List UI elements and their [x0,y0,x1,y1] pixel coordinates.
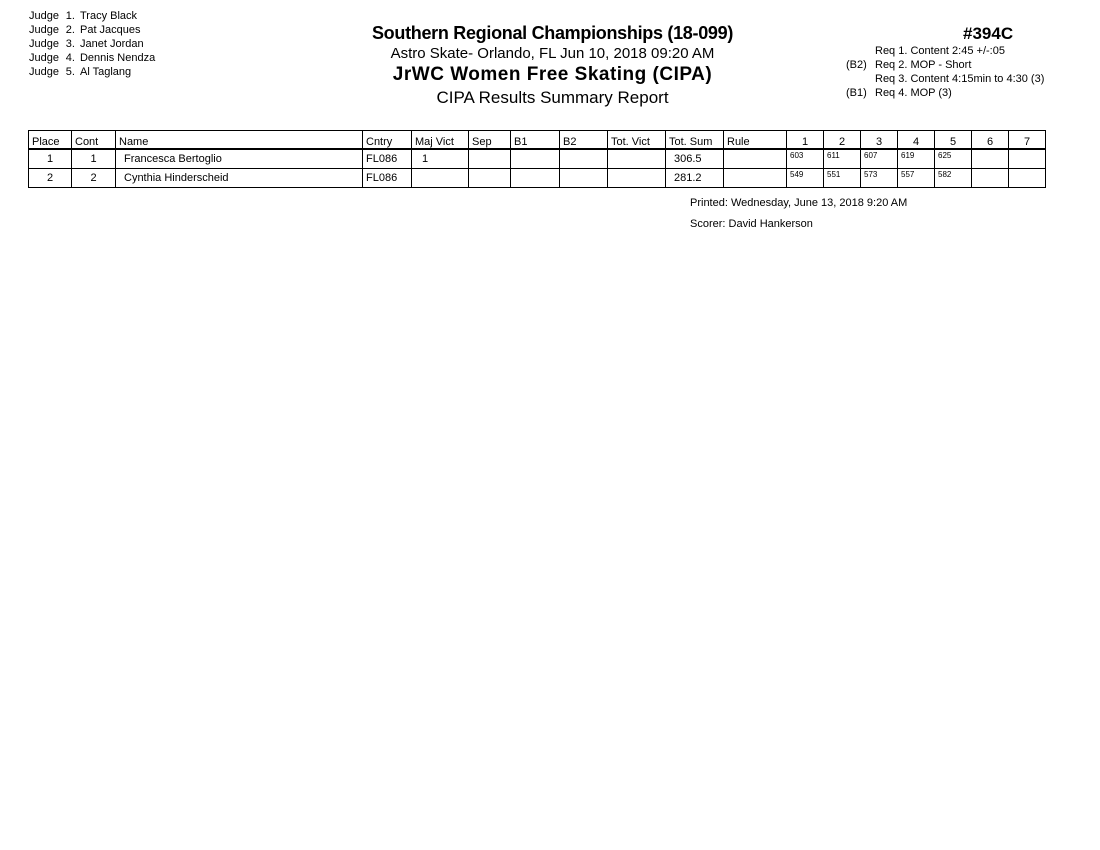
rule-cell [724,169,787,188]
requirements-list [846,44,1044,100]
competition-title: Southern Regional Championships (18-099) [371,23,734,43]
name-cell: Francesca Bertoglio [116,149,363,169]
column-header-cntry: Cntry [363,131,412,150]
sep-cell [469,149,511,169]
venue-date: Astro Skate- Orlando, FL Jun 10, 2018 09:20 AM [390,45,715,62]
b1-cell [511,169,560,188]
printed-timestamp: Printed: Wednesday, June 13, 2018 9:20 AM [690,197,908,209]
results-table [28,130,1046,188]
judges-list [29,9,155,79]
judge-6-score-cell [972,149,1009,169]
place-cell: 2 [29,169,72,188]
table-header-row [29,131,1046,150]
table-row [29,169,1046,188]
requirement-row [846,72,1044,86]
column-header-judge-4: 4 [898,131,935,150]
judge-name: Pat Jacques [79,24,141,36]
judge-row [29,37,155,51]
column-header-tot-sum: Tot. Sum [666,131,724,150]
judge-name: Dennis Nendza [79,52,156,64]
column-header-maj-vict: Maj Vict [412,131,469,150]
judge-2-score-cell: 551 [824,169,861,188]
b1-cell [511,149,560,169]
requirement-text: Req 3. Content 4:15min to 4:30 (3) [875,73,1045,85]
report-header [330,22,775,109]
judge-number: 1. [65,10,75,22]
column-header-judge-7: 7 [1009,131,1046,150]
judge-name: Al Taglang [79,66,132,78]
judge-1-score-cell: 549 [787,169,824,188]
judge-name: Janet Jordan [79,38,144,50]
cont-cell: 2 [72,169,116,188]
column-header-b2: B2 [560,131,608,150]
column-header-b1: B1 [511,131,560,150]
report-title: CIPA Results Summary Report [436,88,669,107]
maj-vict-cell: 1 [412,149,469,169]
judge-5-score-cell: 625 [935,149,972,169]
judge-7-score-cell [1009,169,1046,188]
tot-sum-cell: 281.2 [666,169,724,188]
column-header-sep: Sep [469,131,511,150]
judge-3-score-cell: 607 [861,149,898,169]
place-cell: 1 [29,149,72,169]
cont-cell: 1 [72,149,116,169]
judge-2-score-cell: 611 [824,149,861,169]
requirement-row [846,86,1044,100]
column-header-judge-6: 6 [972,131,1009,150]
judge-row [29,51,155,65]
judge-4-score-cell: 619 [898,149,935,169]
requirement-text: Req 1. Content 2:45 +/-:05 [875,45,1005,57]
requirement-text: Req 4. MOP (3) [875,87,952,99]
judge-7-score-cell [1009,149,1046,169]
rule-cell [724,149,787,169]
judge-6-score-cell [972,169,1009,188]
judge-4-score-cell: 557 [898,169,935,188]
judge-label: Judge [29,10,59,22]
judge-number: 2. [65,24,75,36]
judge-label: Judge [29,66,59,78]
event-name: JrWC Women Free Skating (CIPA) [392,64,713,85]
judge-number: 3. [65,38,75,50]
column-header-tot-vict: Tot. Vict [608,131,666,150]
judge-row [29,23,155,37]
judge-label: Judge [29,24,59,36]
scorer-name: Scorer: David Hankerson [690,218,813,230]
b2-cell [560,169,608,188]
column-header-judge-3: 3 [861,131,898,150]
requirement-tag: (B2) [846,59,867,71]
column-header-judge-5: 5 [935,131,972,150]
sep-cell [469,169,511,188]
tot-vict-cell [608,169,666,188]
event-number: #394C [963,24,1014,43]
judge-label: Judge [29,52,59,64]
judge-number: 5. [65,66,75,78]
judge-row [29,65,155,79]
column-header-judge-1: 1 [787,131,824,150]
b2-cell [560,149,608,169]
column-header-cont: Cont [72,131,116,150]
judge-5-score-cell: 582 [935,169,972,188]
judge-number: 4. [65,52,75,64]
judge-1-score-cell: 603 [787,149,824,169]
judge-label: Judge [29,38,59,50]
judge-name: Tracy Black [79,10,138,22]
requirement-tag: (B1) [846,87,867,99]
cntry-cell: FL086 [363,149,412,169]
tot-sum-cell: 306.5 [666,149,724,169]
tot-vict-cell [608,149,666,169]
column-header-rule: Rule [724,131,787,150]
requirement-row [846,58,1044,72]
judge-3-score-cell: 573 [861,169,898,188]
report-footer [690,193,907,235]
name-cell: Cynthia Hinderscheid [116,169,363,188]
requirement-row [846,44,1044,58]
cntry-cell: FL086 [363,169,412,188]
maj-vict-cell [412,169,469,188]
column-header-judge-2: 2 [824,131,861,150]
column-header-name: Name [116,131,363,150]
judge-row [29,9,155,23]
column-header-place: Place [29,131,72,150]
requirement-text: Req 2. MOP - Short [875,59,972,71]
table-row [29,149,1046,169]
